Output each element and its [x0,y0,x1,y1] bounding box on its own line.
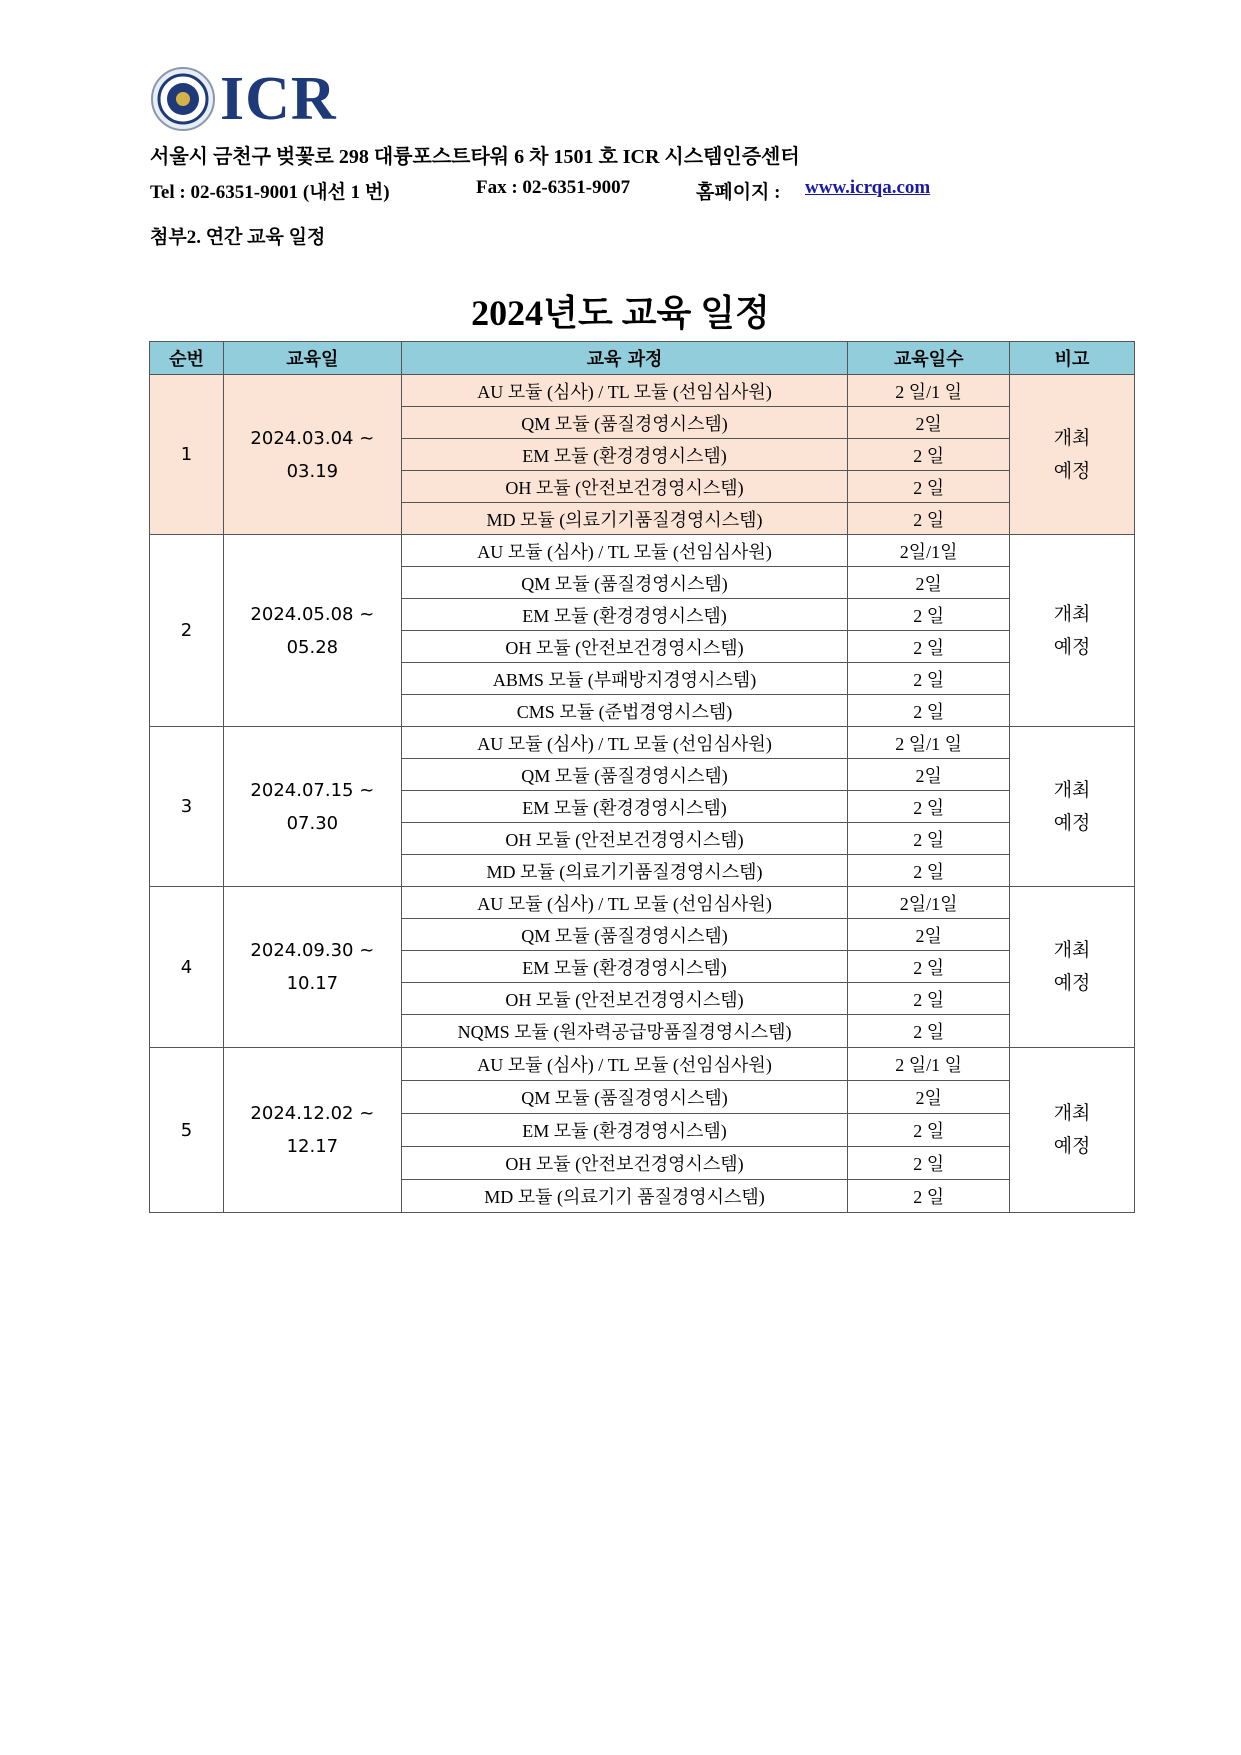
cell-course: AU 모듈 (심사) / TL 모듈 (선임심사원) [401,887,847,919]
cell-date [223,1048,401,1213]
date-end: 07.30 [286,812,339,834]
homepage-url[interactable]: www.icrqa.com [805,177,931,198]
cell-days: 2 일 [848,1015,1010,1048]
remark-line2: 예정 [1053,1135,1091,1157]
date-start: 2024.07.15 ~ [250,779,375,801]
schedule-table [149,341,1135,1213]
cell-course: CMS 모듈 (준법경영시스템) [401,695,847,727]
table-row [150,535,1135,567]
table-body [150,375,1135,1213]
cell-remark [1010,535,1135,727]
date-end: 03.19 [286,460,339,482]
fax: Fax : 02-6351-9007 [476,177,631,198]
cell-date [223,727,401,887]
cell-days: 2 일 [848,983,1010,1015]
cell-days: 2 일 [848,599,1010,631]
cell-days: 2일 [848,759,1010,791]
cell-course: AU 모듈 (심사) / TL 모듈 (선임심사원) [401,535,847,567]
cell-days: 2 일 [848,503,1010,535]
cell-days: 2 일 [848,951,1010,983]
cell-date [223,887,401,1048]
header-date: 교육일 [223,342,401,375]
cell-days: 2 일 [848,631,1010,663]
cell-days: 2 일 [848,663,1010,695]
cell-remark [1010,887,1135,1048]
cell-remark [1010,727,1135,887]
cell-no: 3 [150,727,224,887]
remark-line2: 예정 [1053,635,1091,658]
cell-course: OH 모듈 (안전보건경영시스템) [401,823,847,855]
attachment-label: 첨부2. 연간 교육 일정 [150,227,326,248]
cell-course: EM 모듈 (환경경영시스템) [401,791,847,823]
cell-course: EM 모듈 (환경경영시스템) [401,1114,847,1147]
table-row [150,727,1135,759]
icr-seal-icon [150,66,216,132]
remark-line2: 예정 [1053,811,1091,834]
cell-remark [1010,375,1135,535]
cell-no: 1 [150,375,224,535]
remark-line1: 개최 [1053,426,1091,449]
cell-course: QM 모듈 (품질경영시스템) [401,567,847,599]
remark-line2: 예정 [1053,459,1091,482]
header-no: 순번 [150,342,224,375]
remark-line1: 개최 [1053,939,1091,961]
cell-days: 2일 [848,919,1010,951]
date-start: 2024.05.08 ~ [250,603,375,625]
logo-text: ICR [220,65,337,133]
cell-course: OH 모듈 (안전보건경영시스템) [401,983,847,1015]
date-end: 12.17 [286,1136,339,1157]
cell-no: 5 [150,1048,224,1213]
date-start: 2024.12.02 ~ [250,1103,375,1124]
remark-line1: 개최 [1053,778,1091,801]
cell-days: 2일 [848,567,1010,599]
date-end: 10.17 [286,973,339,994]
cell-course: EM 모듈 (환경경영시스템) [401,951,847,983]
cell-course: AU 모듈 (심사) / TL 모듈 (선임심사원) [401,375,847,407]
table-row [150,887,1135,919]
cell-days: 2 일 [848,1147,1010,1180]
page-title: 2024년도 교육 일정 [471,293,770,333]
cell-date [223,375,401,535]
table-row [150,1048,1135,1081]
cell-course: QM 모듈 (품질경영시스템) [401,759,847,791]
cell-course: OH 모듈 (안전보건경영시스템) [401,1147,847,1180]
cell-days: 2일/1일 [848,535,1010,567]
cell-days: 2 일 [848,855,1010,887]
cell-course: MD 모듈 (의료기기 품질경영시스템) [401,1180,847,1213]
cell-course: AU 모듈 (심사) / TL 모듈 (선임심사원) [401,727,847,759]
cell-course: AU 모듈 (심사) / TL 모듈 (선임심사원) [401,1048,847,1081]
date-end: 05.28 [286,636,339,658]
header-course: 교육 과정 [401,342,847,375]
cell-course: EM 모듈 (환경경영시스템) [401,439,847,471]
icr-logo [150,64,337,134]
cell-days: 2 일 [848,791,1010,823]
cell-course: QM 모듈 (품질경영시스템) [401,1081,847,1114]
cell-course: OH 모듈 (안전보건경영시스템) [401,471,847,503]
cell-days: 2일 [848,407,1010,439]
cell-days: 2일/1일 [848,887,1010,919]
cell-course: ABMS 모듈 (부패방지경영시스템) [401,663,847,695]
cell-course: MD 모듈 (의료기기품질경영시스템) [401,503,847,535]
table-header-row [150,342,1135,375]
cell-date [223,535,401,727]
remark-line1: 개최 [1053,1102,1091,1124]
cell-days: 2 일 [848,823,1010,855]
date-start: 2024.03.04 ~ [250,427,375,449]
cell-days: 2 일/1 일 [848,1048,1010,1081]
homepage-link[interactable] [805,177,930,199]
cell-course: NQMS 모듈 (원자력공급망품질경영시스템) [401,1015,847,1048]
cell-days: 2 일 [848,1114,1010,1147]
cell-course: EM 모듈 (환경경영시스템) [401,599,847,631]
cell-course: MD 모듈 (의료기기품질경영시스템) [401,855,847,887]
homepage-label: 홈페이지 : [696,182,781,203]
cell-no: 2 [150,535,224,727]
cell-days: 2 일/1 일 [848,727,1010,759]
date-start: 2024.09.30 ~ [250,940,375,961]
cell-course: OH 모듈 (안전보건경영시스템) [401,631,847,663]
cell-course: QM 모듈 (품질경영시스템) [401,919,847,951]
cell-days: 2 일 [848,1180,1010,1213]
tel: Tel : 02-6351-9001 (내선 1 번) [150,182,390,203]
table-row [150,375,1135,407]
header-days: 교육일수 [848,342,1010,375]
header-remark: 비고 [1010,342,1135,375]
cell-days: 2 일/1 일 [848,375,1010,407]
cell-days: 2일 [848,1081,1010,1114]
cell-course: QM 모듈 (품질경영시스템) [401,407,847,439]
remark-line2: 예정 [1053,972,1091,994]
cell-days: 2 일 [848,471,1010,503]
remark-line1: 개최 [1053,602,1091,625]
cell-remark [1010,1048,1135,1213]
cell-days: 2 일 [848,439,1010,471]
cell-no: 4 [150,887,224,1048]
address: 서울시 금천구 벚꽃로 298 대륭포스트타워 6 차 1501 호 ICR 시스템인증센터 [150,146,800,168]
cell-days: 2 일 [848,695,1010,727]
